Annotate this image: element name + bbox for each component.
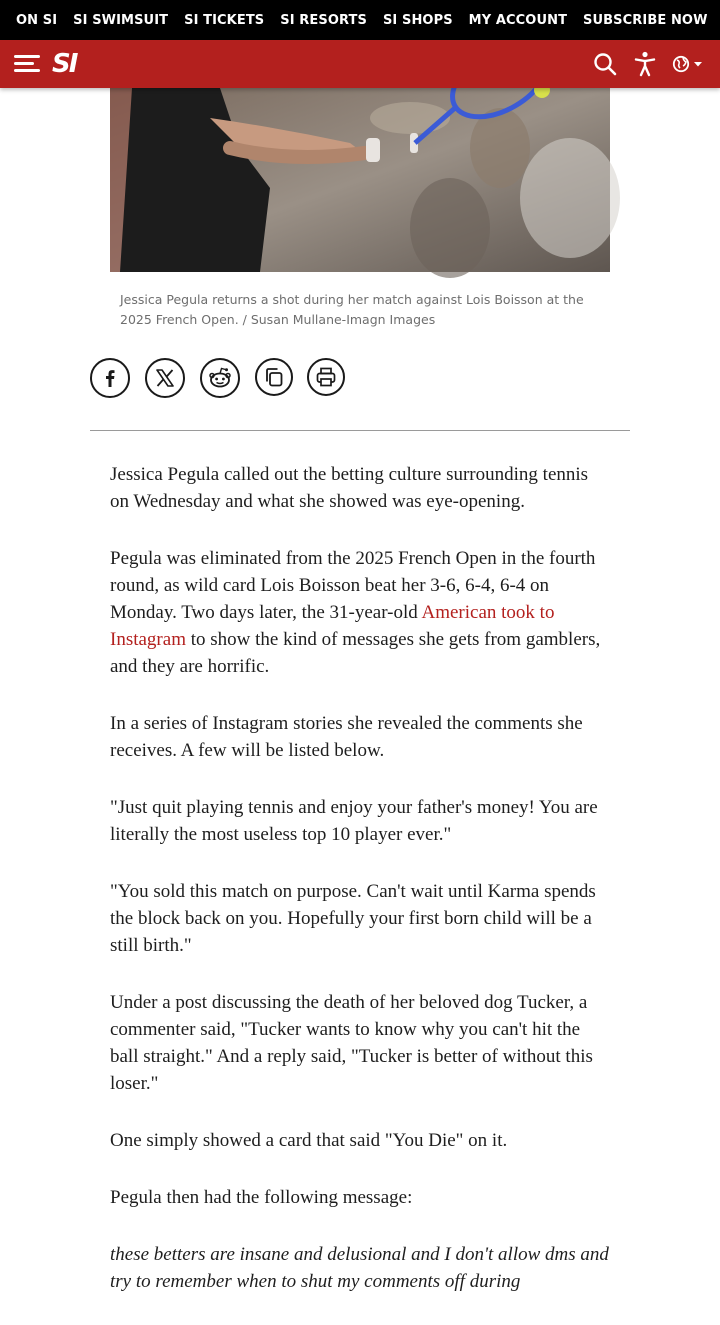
paragraph-text: Pegula was eliminated from the 2025 French Open in the fourth round, as wild card Lois Boisson beat her 3-6, 6-4, 6-4 on Monday. Two days later, the 31-year-old (110, 548, 596, 623)
article-paragraph: In a series of Instagram stories she revealed the comments she receives. A few will be listed below. (110, 713, 583, 761)
accessibility-icon[interactable] (631, 50, 659, 78)
article-paragraph: Under a post discussing the death of her beloved dog Tucker, a commenter said, "Tucker wants to know why you can't hit the ball straight." And a reply said, "Tucker is better of without this loser." (110, 992, 593, 1094)
facebook-icon[interactable] (90, 358, 130, 398)
x-icon[interactable] (145, 358, 185, 398)
search-icon[interactable] (591, 50, 619, 78)
main-navbar (0, 40, 720, 88)
copy-link-icon[interactable] (255, 358, 293, 396)
reddit-icon[interactable] (200, 358, 240, 398)
print-icon[interactable] (307, 358, 345, 396)
globe-icon[interactable] (670, 50, 708, 78)
paragraph-text: to show the kind of messages she gets from gamblers, and they are horrific. (110, 629, 601, 677)
instagram-link[interactable]: American took to Instagram (110, 602, 555, 650)
top-utility-bar (0, 0, 720, 40)
article-paragraph (110, 545, 610, 680)
article-paragraph: "Just quit playing tennis and enjoy your father's money! You are literally the most useless top 10 player ever." (110, 797, 598, 845)
quoted-message: these betters are insane and delusional and I don't allow dms and try to remember when to shut my comments off during (110, 1244, 609, 1292)
topbar-link-si-shops[interactable]: SI SHOPS (382, 12, 453, 28)
share-divider (90, 430, 630, 431)
photo-caption: Jessica Pegula returns a shot during her match against Lois Boisson at the 2025 French Open. / Susan Mullane-Imagn Images (120, 292, 584, 327)
topbar-link-my-account[interactable]: MY ACCOUNT (468, 12, 568, 28)
menu-icon[interactable] (14, 52, 42, 76)
topbar-link-si-tickets[interactable]: SI TICKETS (184, 12, 265, 28)
si-logo[interactable]: SI (52, 49, 77, 79)
article-photo (110, 88, 610, 272)
topbar-link-si-swimsuit[interactable]: SI SWIMSUIT (73, 12, 169, 28)
article-body (110, 461, 610, 1325)
share-bar (90, 358, 360, 402)
topbar-link-subscribe-now[interactable]: SUBSCRIBE NOW (583, 12, 708, 28)
article-paragraph: Pegula then had the following message: (110, 1187, 413, 1208)
topbar-link-si-resorts[interactable]: SI RESORTS (280, 12, 367, 28)
article-paragraph: Jessica Pegula called out the betting culture surrounding tennis on Wednesday and what she showed was eye-opening. (110, 464, 589, 512)
article-paragraph: One simply showed a card that said "You Die" on it. (110, 1130, 508, 1151)
article-paragraph: "You sold this match on purpose. Can't wait until Karma spends the block back on you. Hopefully your first born child will be a still birth." (110, 881, 596, 956)
topbar-link-on-si[interactable]: ON SI (16, 12, 58, 28)
